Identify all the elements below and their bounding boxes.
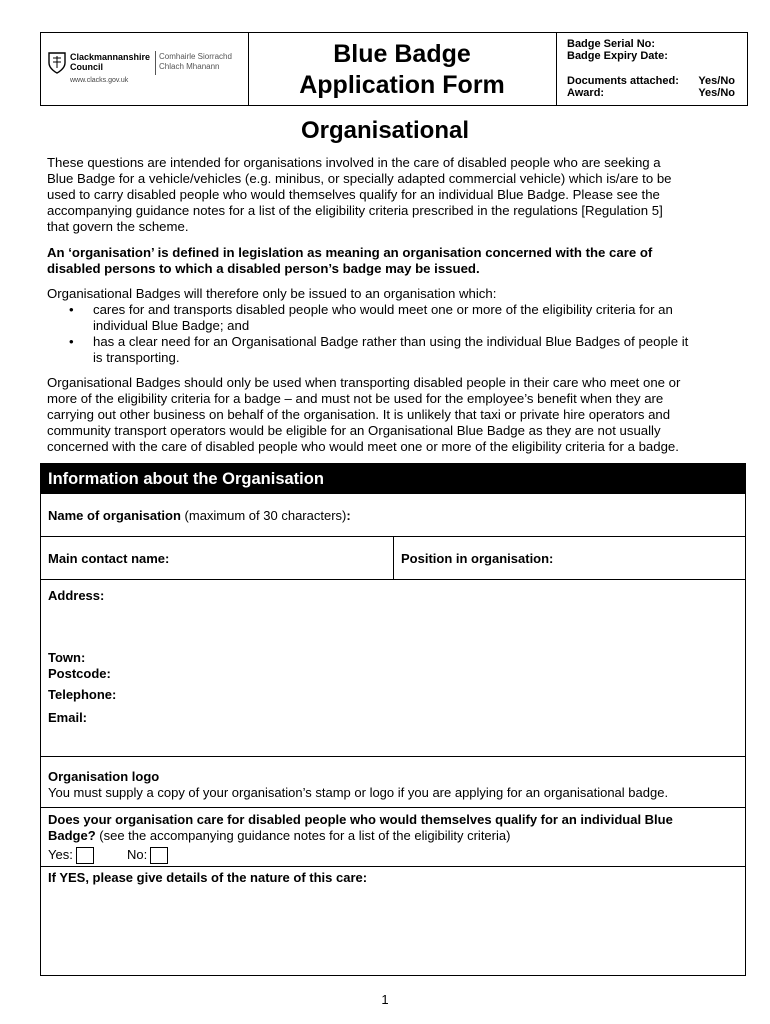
form-header bbox=[40, 32, 748, 106]
bullet-icon: • bbox=[69, 302, 74, 317]
gaelic-name-line-2: Chlach Mhanann bbox=[159, 62, 220, 71]
organisation-info-form bbox=[40, 463, 746, 976]
list-item: • cares for and transports disabled people who would meet one or more of the eligibility criteria for an individual Blue Badge; and bbox=[69, 302, 673, 333]
town-field[interactable]: Town: bbox=[48, 650, 86, 665]
contact-name-field[interactable]: Main contact name: bbox=[48, 551, 170, 566]
care-details-field[interactable]: If YES, please give details of the nature of this care: bbox=[48, 870, 368, 885]
organisation-definition: An ‘organisation’ is defined in legislation as meaning an organisation concerned with the care of disabled persons to which a disabled person’s badge may be issued. bbox=[47, 245, 653, 276]
page-title: Organisational bbox=[300, 117, 470, 144]
yes-checkbox[interactable] bbox=[76, 847, 94, 864]
no-option: No: bbox=[127, 847, 168, 864]
documents-label: Documents attached: bbox=[567, 75, 679, 87]
council-name-line-1: Clackmannanshire bbox=[70, 52, 151, 62]
care-question-line-1: Does your organisation care for disabled people who would themselves qualify for an individual Blue bbox=[48, 812, 673, 827]
intro-paragraph-1: These questions are intended for organisations involved in the care of disabled people who are seeking a Blue Badge for a vehicle/vehicles (e.g. minibus, or specially adapted commercial vehicle) which is/are to be used to carry disabled people who would themselves qualify for an individual Blue Badge. Please see the accompanying guidance notes for a list of the eligibility criteria prescribed in the regulations [Regulation 5] that govern the scheme. bbox=[47, 155, 672, 234]
email-field[interactable]: Email: bbox=[48, 710, 88, 725]
bullet-icon: • bbox=[69, 334, 74, 349]
care-question-line-2: Badge? (see the accompanying guidance notes for a list of the eligibility criteria) bbox=[48, 828, 511, 843]
expiry-label: Badge Expiry Date: bbox=[567, 50, 668, 62]
logo-hint: You must supply a copy of your organisation’s stamp or logo if you are applying for an organisational badge. bbox=[48, 785, 669, 800]
intro-paragraph-3: Organisational Badges will therefore only be issued to an organisation which: bbox=[47, 286, 497, 301]
form-title: Blue Badge Application Form bbox=[248, 33, 557, 105]
list-item: • has a clear need for an Organisational Badge rather than using the individual Blue Badges of people it is transporting. bbox=[69, 334, 689, 365]
postcode-field[interactable]: Postcode: bbox=[48, 666, 111, 681]
logo-label: Organisation logo bbox=[48, 769, 160, 784]
serial-label: Badge Serial No: bbox=[567, 38, 656, 50]
award-value: Yes/No bbox=[698, 87, 735, 99]
council-crest-icon bbox=[47, 51, 67, 75]
office-use-box bbox=[557, 33, 747, 105]
council-website: www.clacks.gov.uk bbox=[70, 77, 129, 84]
telephone-field[interactable]: Telephone: bbox=[48, 687, 117, 702]
address-field[interactable]: Address: bbox=[48, 588, 105, 603]
eligibility-bullets bbox=[47, 302, 737, 366]
section-heading: Information about the Organisation bbox=[41, 464, 745, 494]
no-checkbox[interactable] bbox=[150, 847, 168, 864]
council-name-line-2: Council bbox=[70, 62, 103, 72]
page-number: 1 bbox=[381, 992, 389, 1007]
gaelic-name-line-1: Comhairle Siorrachd bbox=[159, 52, 232, 61]
org-name-field[interactable]: Name of organisation (maximum of 30 characters): bbox=[48, 508, 351, 523]
council-logo bbox=[41, 33, 249, 105]
yes-option: Yes: bbox=[48, 847, 94, 864]
intro-paragraph-4: Organisational Badges should only be used when transporting disabled people in their care who meet one or more of the eligibility criteria for a badge – and must not be used for the employee’s benefit when they are carrying out other business on behalf of the organisation. It is unlikely that taxi or private hire operators and community transport operators would be eligible for an Organisational Blue Badge as they are not usually concerned with the care of disabled people who would meet one or more of the eligibility criteria for a badge. bbox=[47, 375, 681, 454]
award-label: Award: bbox=[567, 87, 605, 99]
documents-value: Yes/No bbox=[698, 75, 735, 87]
position-field[interactable]: Position in organisation: bbox=[401, 551, 554, 566]
